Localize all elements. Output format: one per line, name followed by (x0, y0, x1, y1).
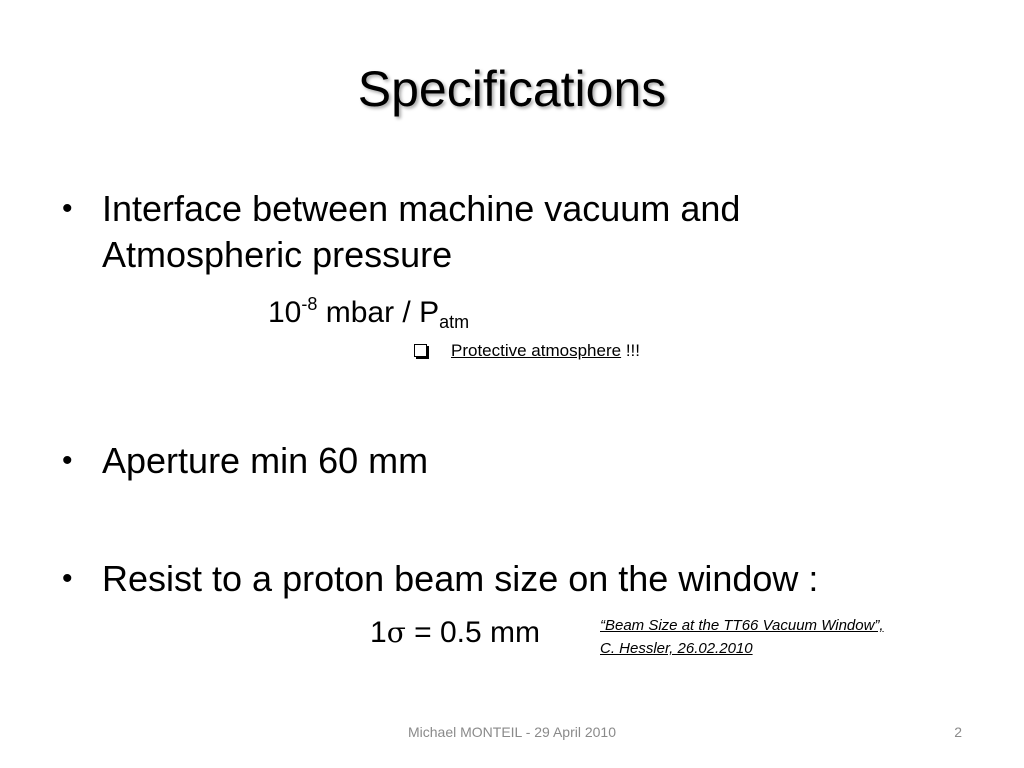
footer-author-date: Michael MONTEIL - 29 April 2010 (407, 724, 616, 740)
bullet-dot-icon: • (62, 562, 73, 595)
bullet-text: Resist to a proton beam size on the window : (102, 558, 819, 599)
formula-prefix: 1 (370, 616, 387, 649)
bullet-text (102, 186, 740, 278)
sigma-symbol: σ (386, 616, 406, 649)
reference-line-1: “Beam Size at the TT66 Vacuum Window”, (600, 617, 884, 634)
pressure-formula (268, 294, 469, 333)
beam-size-formula (370, 616, 540, 650)
checkbox-bullet-icon (414, 344, 427, 357)
sub-bullet-protective-atmosphere (414, 341, 640, 361)
sub-bullet-suffix: !!! (621, 341, 640, 360)
bullet-dot-icon: • (62, 444, 73, 477)
formula-subscript: atm (439, 312, 470, 332)
formula-rest: = 0.5 mm (405, 616, 541, 649)
reference-link[interactable] (600, 614, 884, 660)
formula-exponent: -8 (301, 294, 318, 314)
formula-middle: mbar / P (317, 296, 440, 329)
reference-line-2: C. Hessler, 26.02.2010 (600, 640, 753, 657)
protective-atmosphere-link[interactable]: Protective atmosphere (451, 341, 622, 360)
bullet-text: Aperture min 60 mm (102, 440, 429, 481)
formula-base: 10 (268, 296, 302, 329)
bullet-dot-icon: • (62, 192, 73, 225)
slide-title: Specifications (357, 61, 667, 117)
bullet-line-1: Interface between machine vacuum and (102, 188, 741, 229)
bullet-line-2: Atmospheric pressure (102, 234, 453, 275)
footer-page-number: 2 (954, 724, 962, 740)
